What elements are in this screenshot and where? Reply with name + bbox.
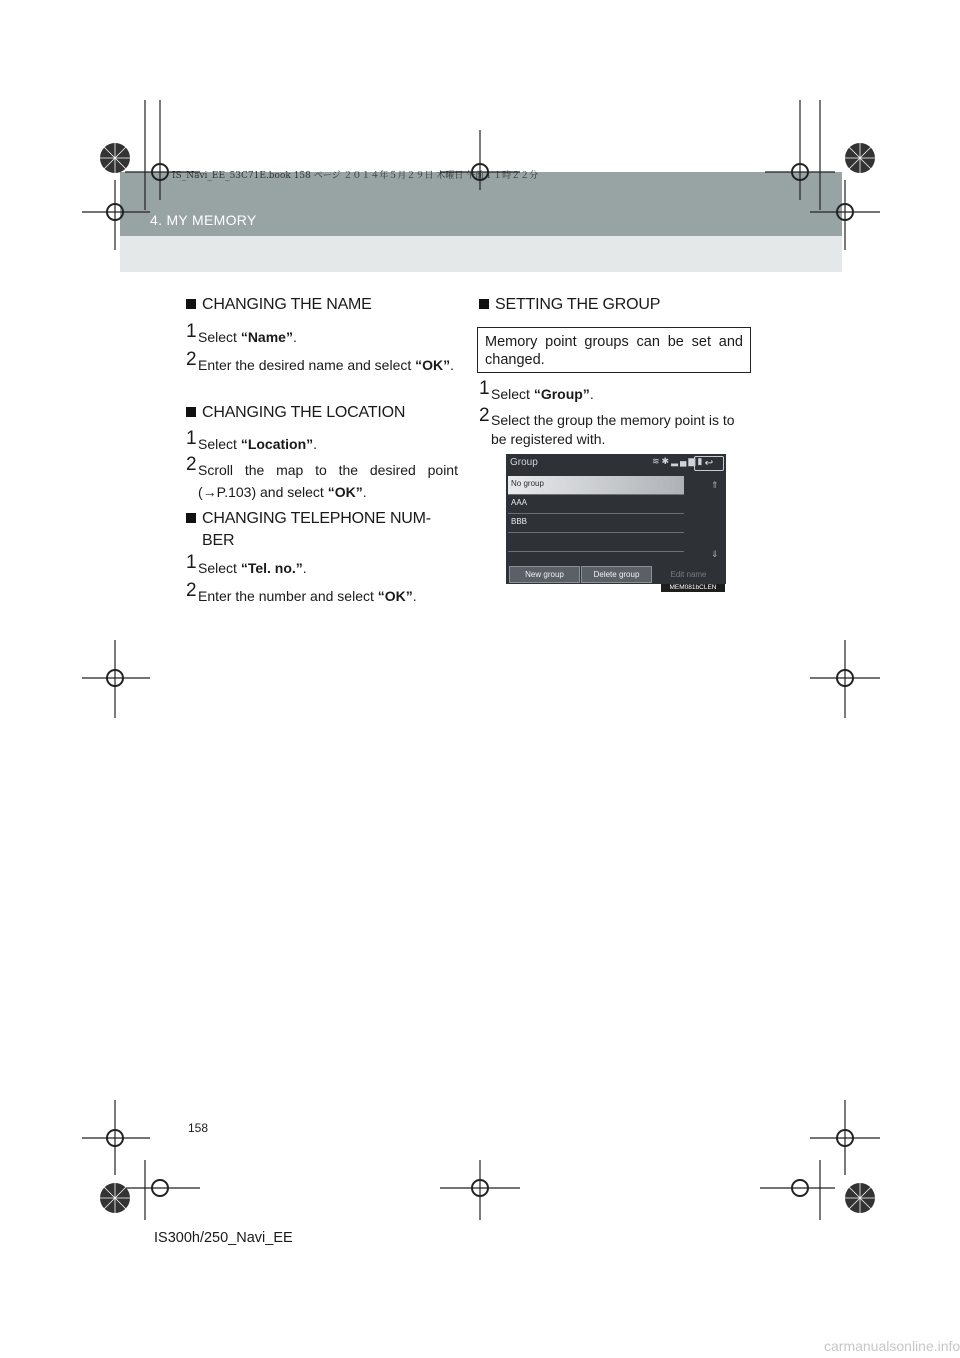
heading-changing-name: CHANGING THE NAME	[186, 296, 372, 314]
group-row-no-group[interactable]: No group	[508, 476, 684, 495]
page-number: 158	[188, 1121, 209, 1135]
back-button[interactable]: ↩	[694, 456, 724, 471]
footer-model: IS300h/250_Navi_EE	[154, 1230, 293, 1246]
heading-changing-telephone: CHANGING TELEPHONE NUM- BER	[186, 508, 458, 552]
screen-title: Group	[510, 457, 538, 468]
wifi-icon: ≋	[652, 456, 662, 466]
step-group-1: 1 Select “Group”.	[479, 378, 594, 402]
chapter-title: 4. MY MEMORY	[150, 212, 257, 228]
step-location-1: 1 Select “Location”.	[186, 428, 318, 452]
delete-group-button[interactable]: Delete group	[581, 566, 652, 583]
group-row-aaa[interactable]: AAA	[508, 495, 684, 514]
step-location-2: 2 Scroll the map to the desired point (→P.103) and select “OK”.	[186, 454, 458, 500]
step-telephone-2: 2 Enter the number and select “OK”.	[186, 580, 417, 604]
group-row-bbb[interactable]: BBB	[508, 514, 684, 533]
scroll-down-icon[interactable]: ⇓	[711, 549, 719, 559]
step-name-2: 2 Enter the desired name and select “OK”.	[186, 349, 455, 373]
battery-icon: ▮	[697, 456, 705, 466]
step-telephone-1: 1 Select “Tel. no.”.	[186, 552, 307, 576]
signal-icon: ▂▄▆	[671, 456, 698, 466]
print-file-line: IS_Navi_EE_53C71E.book 158 ページ ２０１４年５月２９日 木曜日 午前１１時２２分	[172, 171, 539, 181]
bluetooth-icon: ✱	[661, 456, 672, 466]
scroll-up-icon[interactable]: ⇑	[711, 480, 719, 490]
note-box: Memory point groups can be set and changed.	[477, 327, 751, 373]
image-code-label: MEM081bCLEN	[661, 584, 725, 592]
step-group-2: 2 Select the group the memory point is to be registered with.	[479, 405, 735, 447]
edit-name-button[interactable]: Edit name	[670, 570, 707, 579]
watermark: carmanualsonline.info	[824, 1338, 960, 1354]
new-group-button[interactable]: New group	[509, 566, 580, 583]
heading-setting-group: SETTING THE GROUP	[479, 296, 660, 314]
step-name-1: 1 Select “Name”.	[186, 321, 297, 345]
heading-changing-location: CHANGING THE LOCATION	[186, 404, 405, 422]
